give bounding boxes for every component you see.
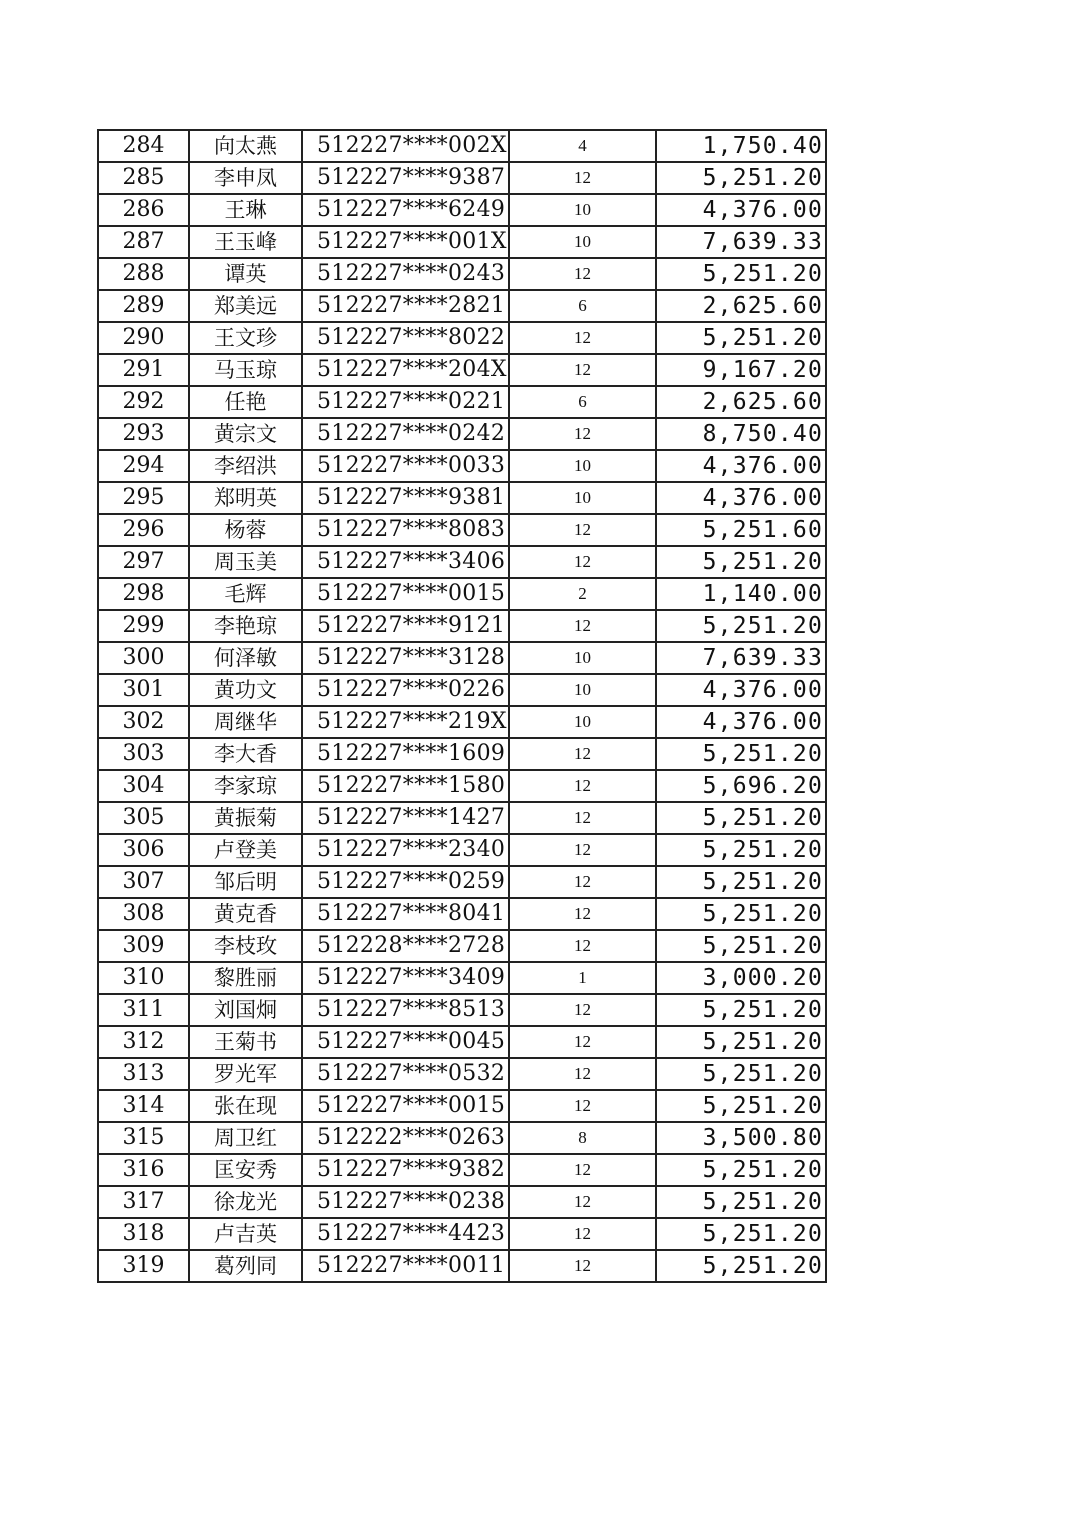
row-number-cell: 299 [98,610,189,642]
row-number-cell: 314 [98,1090,189,1122]
months-cell: 10 [509,706,656,738]
table-row [98,386,826,418]
name-cell: 黄克香 [189,898,302,930]
months-cell: 12 [509,162,656,194]
name-cell: 李家琼 [189,770,302,802]
amount-cell: 4,376.00 [656,706,826,738]
amount-cell: 5,251.20 [656,322,826,354]
id-number-cell: 512227****0015 [302,578,509,610]
amount-cell: 5,251.20 [656,994,826,1026]
table-row [98,354,826,386]
row-number-cell: 302 [98,706,189,738]
name-cell: 黄宗文 [189,418,302,450]
months-cell: 12 [509,514,656,546]
months-cell: 12 [509,866,656,898]
row-number-cell: 288 [98,258,189,290]
months-cell: 12 [509,354,656,386]
id-number-cell: 512227****0259 [302,866,509,898]
months-cell: 12 [509,930,656,962]
table-row [98,642,826,674]
table-row [98,1026,826,1058]
table-row [98,866,826,898]
table-row [98,738,826,770]
name-cell: 李大香 [189,738,302,770]
table-row [98,706,826,738]
name-cell: 郑明英 [189,482,302,514]
table-row [98,930,826,962]
id-number-cell: 512227****6249 [302,194,509,226]
table-row [98,258,826,290]
id-number-cell: 512227****2821 [302,290,509,322]
amount-cell: 5,251.20 [656,866,826,898]
months-cell: 12 [509,1026,656,1058]
table-row [98,322,826,354]
amount-cell: 8,750.40 [656,418,826,450]
id-number-cell: 512228****2728 [302,930,509,962]
row-number-cell: 290 [98,322,189,354]
months-cell: 10 [509,450,656,482]
name-cell: 李绍洪 [189,450,302,482]
name-cell: 黎胜丽 [189,962,302,994]
name-cell: 谭英 [189,258,302,290]
months-cell: 12 [509,258,656,290]
table-row [98,1090,826,1122]
row-number-cell: 311 [98,994,189,1026]
name-cell: 郑美远 [189,290,302,322]
months-cell: 6 [509,290,656,322]
table-row [98,418,826,450]
months-cell: 2 [509,578,656,610]
table-row [98,290,826,322]
name-cell: 向太燕 [189,130,302,162]
row-number-cell: 306 [98,834,189,866]
table-row [98,1218,826,1250]
row-number-cell: 294 [98,450,189,482]
amount-cell: 1,140.00 [656,578,826,610]
months-cell: 12 [509,1218,656,1250]
id-number-cell: 512227****4423 [302,1218,509,1250]
amount-cell: 5,251.20 [656,1250,826,1282]
table-row [98,962,826,994]
name-cell: 李枝玫 [189,930,302,962]
name-cell: 李申凤 [189,162,302,194]
months-cell: 12 [509,322,656,354]
id-number-cell: 512227****0238 [302,1186,509,1218]
row-number-cell: 309 [98,930,189,962]
id-number-cell: 512227****219X [302,706,509,738]
id-number-cell: 512227****002X [302,130,509,162]
amount-cell: 5,251.20 [656,610,826,642]
row-number-cell: 300 [98,642,189,674]
amount-cell: 5,251.60 [656,514,826,546]
row-number-cell: 293 [98,418,189,450]
amount-cell: 5,251.20 [656,738,826,770]
name-cell: 卢吉英 [189,1218,302,1250]
row-number-cell: 289 [98,290,189,322]
months-cell: 12 [509,802,656,834]
table-body [98,130,826,1282]
row-number-cell: 301 [98,674,189,706]
id-number-cell: 512227****0033 [302,450,509,482]
name-cell: 徐龙光 [189,1186,302,1218]
table-row [98,770,826,802]
row-number-cell: 308 [98,898,189,930]
id-number-cell: 512227****0243 [302,258,509,290]
table-row [98,514,826,546]
row-number-cell: 292 [98,386,189,418]
id-number-cell: 512227****0242 [302,418,509,450]
name-cell: 马玉琼 [189,354,302,386]
months-cell: 12 [509,1090,656,1122]
row-number-cell: 315 [98,1122,189,1154]
name-cell: 周继华 [189,706,302,738]
table-row [98,1250,826,1282]
name-cell: 张在现 [189,1090,302,1122]
id-number-cell: 512227****1580 [302,770,509,802]
id-number-cell: 512227****2340 [302,834,509,866]
months-cell: 12 [509,1250,656,1282]
amount-cell: 5,251.20 [656,834,826,866]
months-cell: 10 [509,482,656,514]
row-number-cell: 284 [98,130,189,162]
name-cell: 何泽敏 [189,642,302,674]
row-number-cell: 286 [98,194,189,226]
months-cell: 12 [509,834,656,866]
id-number-cell: 512227****8041 [302,898,509,930]
months-cell: 4 [509,130,656,162]
table-row [98,546,826,578]
id-number-cell: 512227****8022 [302,322,509,354]
months-cell: 10 [509,674,656,706]
table-row [98,994,826,1026]
table-row [98,1058,826,1090]
months-cell: 12 [509,738,656,770]
name-cell: 黄振菊 [189,802,302,834]
row-number-cell: 317 [98,1186,189,1218]
id-number-cell: 512227****3409 [302,962,509,994]
amount-cell: 4,376.00 [656,450,826,482]
row-number-cell: 313 [98,1058,189,1090]
name-cell: 王琳 [189,194,302,226]
name-cell: 王玉峰 [189,226,302,258]
id-number-cell: 512227****3128 [302,642,509,674]
months-cell: 6 [509,386,656,418]
amount-cell: 5,251.20 [656,1090,826,1122]
row-number-cell: 291 [98,354,189,386]
amount-cell: 3,500.80 [656,1122,826,1154]
name-cell: 卢登美 [189,834,302,866]
row-number-cell: 318 [98,1218,189,1250]
row-number-cell: 295 [98,482,189,514]
name-cell: 周卫红 [189,1122,302,1154]
id-number-cell: 512227****3406 [302,546,509,578]
amount-cell: 5,696.20 [656,770,826,802]
id-number-cell: 512227****9121 [302,610,509,642]
amount-cell: 4,376.00 [656,482,826,514]
table-row [98,578,826,610]
table-row [98,162,826,194]
months-cell: 10 [509,194,656,226]
id-number-cell: 512227****8513 [302,994,509,1026]
amount-cell: 2,625.60 [656,290,826,322]
name-cell: 周玉美 [189,546,302,578]
months-cell: 12 [509,546,656,578]
table-row [98,802,826,834]
data-table [97,129,827,1283]
id-number-cell: 512227****0015 [302,1090,509,1122]
table-row [98,1186,826,1218]
id-number-cell: 512227****001X [302,226,509,258]
table-row [98,610,826,642]
name-cell: 王菊书 [189,1026,302,1058]
row-number-cell: 297 [98,546,189,578]
months-cell: 12 [509,898,656,930]
months-cell: 12 [509,610,656,642]
months-cell: 12 [509,1058,656,1090]
id-number-cell: 512227****0011 [302,1250,509,1282]
amount-cell: 4,376.00 [656,194,826,226]
table-row [98,130,826,162]
amount-cell: 5,251.20 [656,258,826,290]
name-cell: 匡安秀 [189,1154,302,1186]
row-number-cell: 287 [98,226,189,258]
id-number-cell: 512227****9387 [302,162,509,194]
id-number-cell: 512227****204X [302,354,509,386]
amount-cell: 9,167.20 [656,354,826,386]
name-cell: 李艳琼 [189,610,302,642]
amount-cell: 5,251.20 [656,1058,826,1090]
months-cell: 12 [509,994,656,1026]
table-row [98,482,826,514]
months-cell: 1 [509,962,656,994]
table-row [98,834,826,866]
row-number-cell: 285 [98,162,189,194]
amount-cell: 7,639.33 [656,226,826,258]
name-cell: 葛列同 [189,1250,302,1282]
months-cell: 10 [509,642,656,674]
amount-cell: 5,251.20 [656,802,826,834]
id-number-cell: 512227****0226 [302,674,509,706]
amount-cell: 7,639.33 [656,642,826,674]
amount-cell: 2,625.60 [656,386,826,418]
name-cell: 邹后明 [189,866,302,898]
name-cell: 王文珍 [189,322,302,354]
id-number-cell: 512227****8083 [302,514,509,546]
row-number-cell: 305 [98,802,189,834]
name-cell: 罗光军 [189,1058,302,1090]
row-number-cell: 304 [98,770,189,802]
table-row [98,674,826,706]
row-number-cell: 310 [98,962,189,994]
table-row [98,1122,826,1154]
row-number-cell: 298 [98,578,189,610]
name-cell: 杨蓉 [189,514,302,546]
row-number-cell: 316 [98,1154,189,1186]
name-cell: 黄功文 [189,674,302,706]
months-cell: 8 [509,1122,656,1154]
name-cell: 刘国炯 [189,994,302,1026]
amount-cell: 3,000.20 [656,962,826,994]
months-cell: 12 [509,1186,656,1218]
row-number-cell: 312 [98,1026,189,1058]
amount-cell: 5,251.20 [656,930,826,962]
table-row [98,450,826,482]
row-number-cell: 319 [98,1250,189,1282]
months-cell: 12 [509,418,656,450]
months-cell: 12 [509,770,656,802]
row-number-cell: 303 [98,738,189,770]
table-row [98,1154,826,1186]
amount-cell: 5,251.20 [656,1186,826,1218]
table-row [98,226,826,258]
amount-cell: 5,251.20 [656,1026,826,1058]
id-number-cell: 512227****0221 [302,386,509,418]
id-number-cell: 512227****9382 [302,1154,509,1186]
amount-cell: 5,251.20 [656,546,826,578]
id-number-cell: 512227****1609 [302,738,509,770]
name-cell: 毛辉 [189,578,302,610]
months-cell: 10 [509,226,656,258]
id-number-cell: 512222****0263 [302,1122,509,1154]
id-number-cell: 512227****9381 [302,482,509,514]
id-number-cell: 512227****1427 [302,802,509,834]
row-number-cell: 296 [98,514,189,546]
row-number-cell: 307 [98,866,189,898]
amount-cell: 5,251.20 [656,898,826,930]
amount-cell: 1,750.40 [656,130,826,162]
name-cell: 任艳 [189,386,302,418]
id-number-cell: 512227****0532 [302,1058,509,1090]
table-row [98,898,826,930]
amount-cell: 5,251.20 [656,1154,826,1186]
amount-cell: 5,251.20 [656,162,826,194]
months-cell: 12 [509,1154,656,1186]
amount-cell: 5,251.20 [656,1218,826,1250]
table-row [98,194,826,226]
amount-cell: 4,376.00 [656,674,826,706]
id-number-cell: 512227****0045 [302,1026,509,1058]
